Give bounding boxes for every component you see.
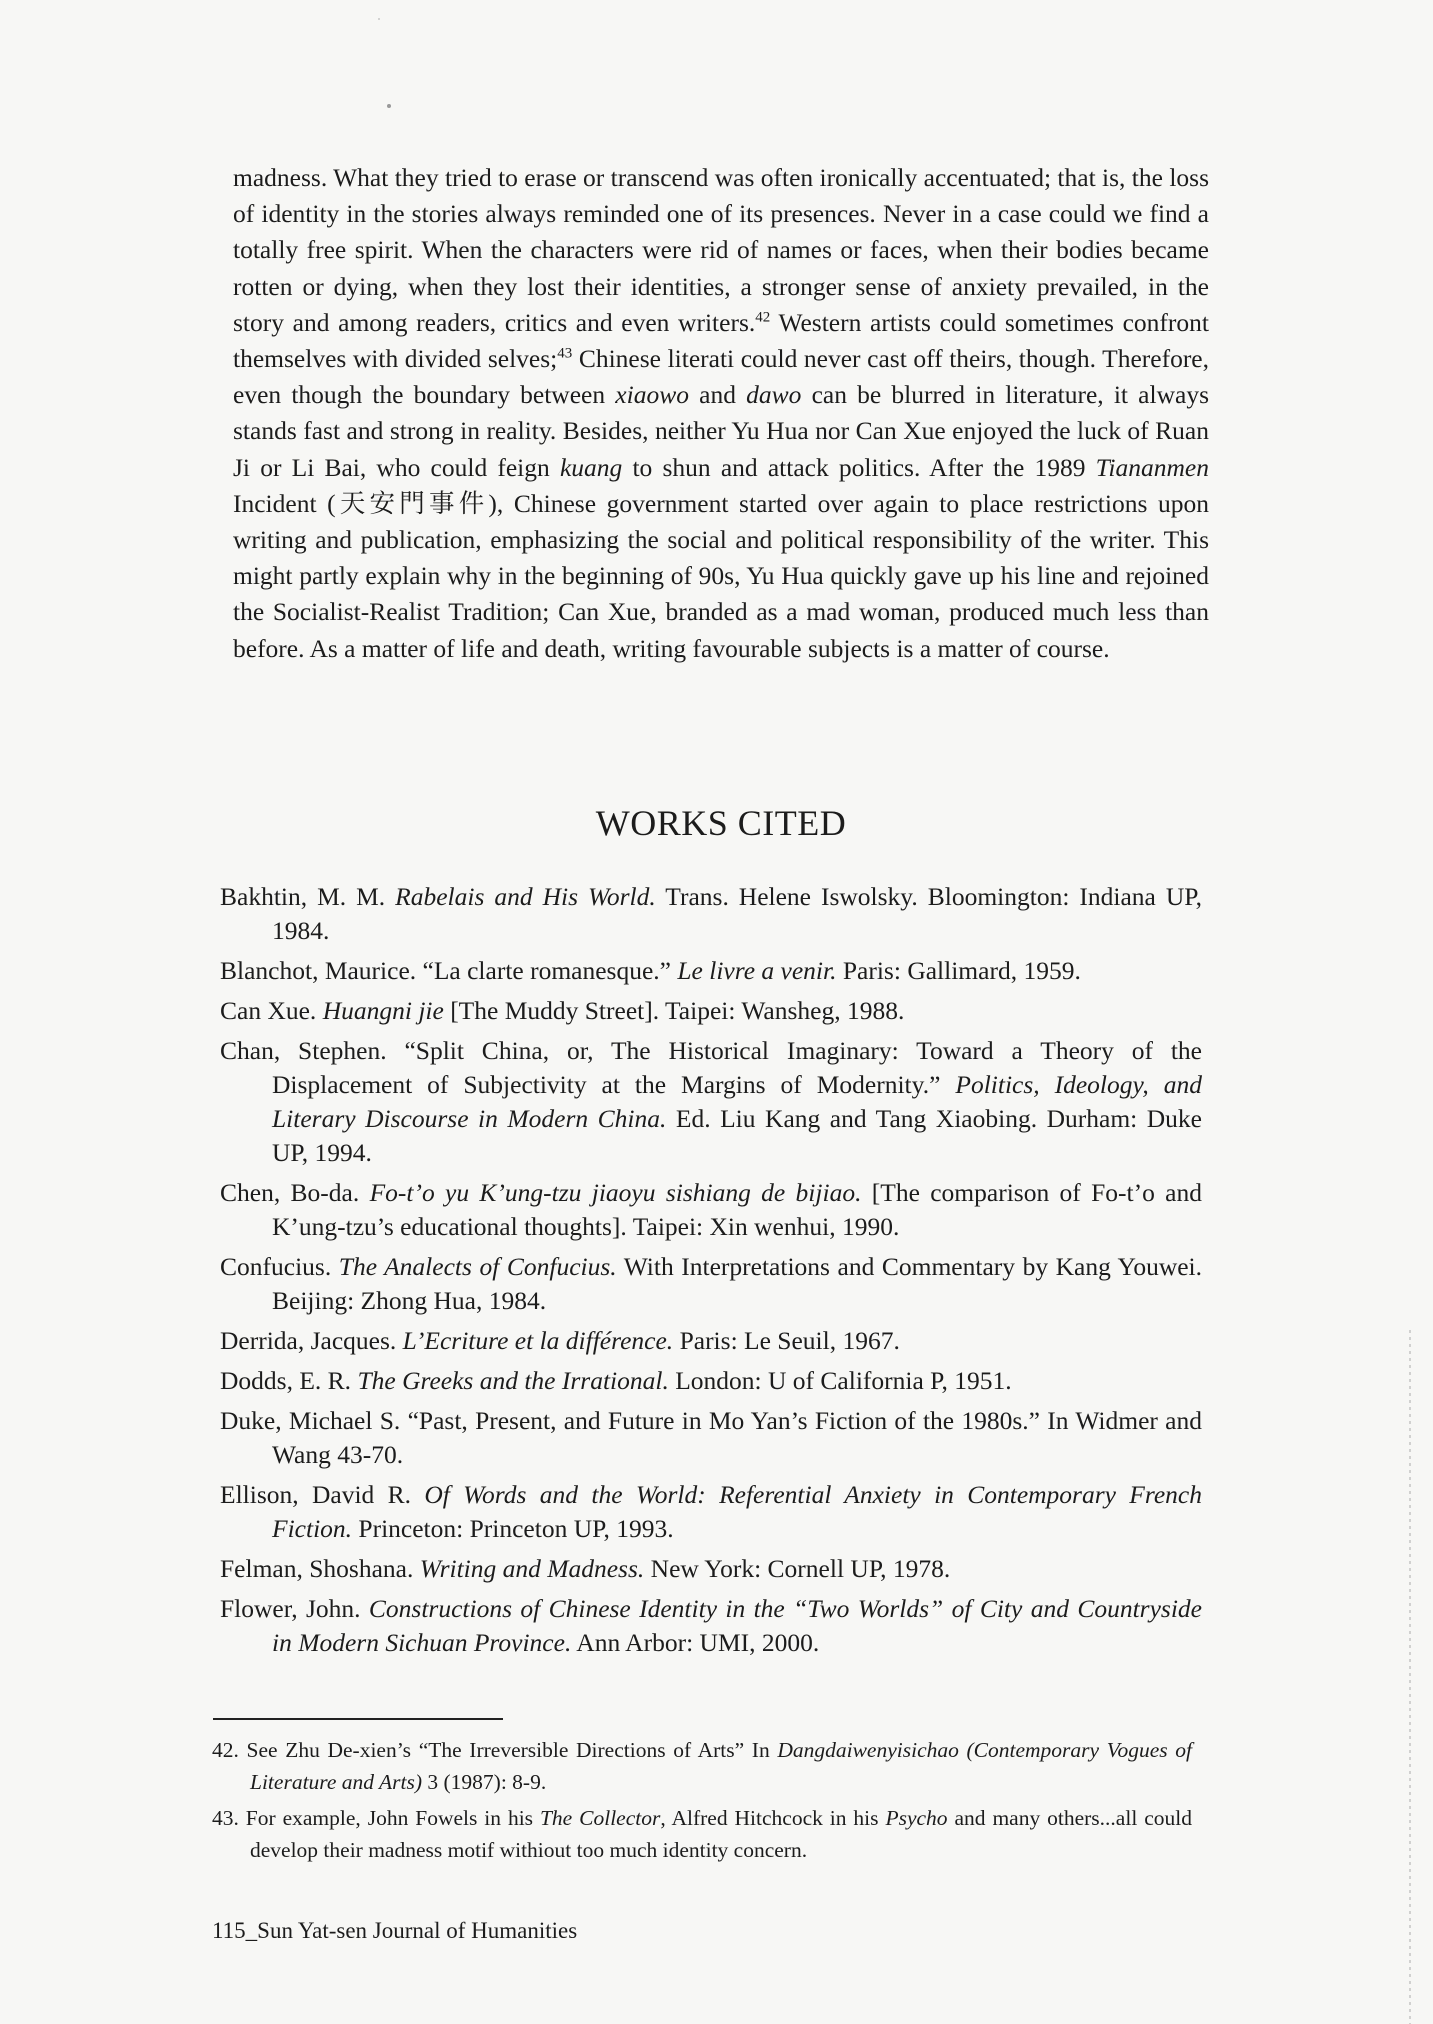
text-run: 43. For example, John Fowels in his	[212, 1806, 540, 1830]
text-run: Chan, Stephen. “Split China, or, The Historical Imaginary: Toward a Theory of the Displacement of Subjectivity at the Margins of Modernity.”	[220, 1036, 1202, 1099]
text-run: Paris: Gallimard, 1959.	[836, 956, 1081, 985]
scan-edge-mark	[1409, 1330, 1411, 2024]
page-footer: 115_Sun Yat-sen Journal of Humanities	[212, 1918, 578, 1943]
reference-entry	[220, 1478, 1202, 1546]
italic-text: Politics, Ideology, and Literary Discourse in Modern China.	[272, 1070, 1203, 1133]
italic-text: L’Ecriture et la différence.	[402, 1326, 674, 1355]
text-run: Chen, Bo-da.	[220, 1178, 370, 1207]
scan-speck	[378, 18, 380, 20]
italic-text: The Collector	[539, 1806, 661, 1830]
scan-speck	[387, 104, 391, 108]
reference-entry	[220, 880, 1202, 948]
footnote-marker: 43	[557, 345, 573, 362]
text-run: Derrida, Jacques.	[220, 1326, 403, 1355]
text-run: Western artists could sometimes confront themselves with divided selves;	[233, 307, 1209, 374]
text-run: Trans. Helene Iswolsky. Bloomington: Indiana UP, 1984.	[272, 882, 1202, 945]
italic-text: Dangdaiwenyisichao (Contemporary Vogues of Literature and Arts)	[250, 1738, 1192, 1794]
text-run: Can Xue.	[220, 996, 323, 1025]
italic-text: The Greeks and the Irrational.	[357, 1366, 669, 1395]
reference-entry	[220, 994, 1202, 1028]
text-run: Flower, John.	[220, 1594, 369, 1623]
text-run: , Alfred Hitchcock in his	[660, 1806, 886, 1830]
text-run: Duke, Michael S. “Past, Present, and Future in Mo Yan’s Fiction of the 1980s.” In Widmer and Wang 43-70.	[220, 1406, 1202, 1469]
italic-text: Tiananmen	[1095, 452, 1209, 482]
text-run: and	[688, 380, 747, 410]
body-paragraph	[233, 160, 1209, 667]
works-cited-heading: WORKS CITED	[595, 803, 847, 843]
text-run: madness. What they tried to erase or transcend was often ironically accentuated; that is, the loss of identity in the stories always reminded one of its presences. Never in a case could we find a totally free spirit. When the characters were rid of names or faces, when their bodies became rotten or dying, when they lost their identities, a stronger sense of anxiety prevailed, in the story and among readers, critics and even writers.	[233, 163, 1209, 337]
reference-entry	[220, 1592, 1202, 1660]
text-run: Ed. Liu Kang and Tang Xiaobing. Durham: Duke UP, 1994.	[272, 1104, 1202, 1167]
text-run: 42. See Zhu De-xien’s “The Irreversible Directions of Arts” In	[212, 1738, 778, 1762]
italic-text: Rabelais and His World.	[395, 882, 656, 911]
reference-entry	[220, 1324, 1202, 1358]
footnote-divider	[213, 1718, 503, 1720]
footnote-marker: 42	[755, 309, 771, 326]
reference-entry	[220, 1250, 1202, 1318]
text-run: [The comparison of Fo-t’o and K’ung-tzu’s educational thoughts]. Taipei: Xin wenhui, 1990.	[272, 1178, 1203, 1241]
italic-text: xiaowo	[615, 380, 689, 410]
text-run: 3 (1987): 8-9.	[422, 1770, 547, 1794]
text-run: to shun and attack politics. After the 1989	[622, 452, 1096, 482]
footnote-list	[212, 1734, 1192, 1870]
text-run: Incident (天安門事件), Chinese government started over again to place restrictions upon writing and publication, emphasizing the social and political responsibility of the writer. This might partly explain why in the beginning of 90s, Yu Hua quickly gave up his line and rejoined the Socialist-Realist Tradition; Can Xue, branded as a mad woman, produced much less than before. As a matter of life and death, writing favourable subjects is a matter of course.	[233, 488, 1209, 663]
text-run: and many others...all could develop their madness motif withiout too much identity concern.	[250, 1806, 1192, 1862]
reference-entry	[220, 954, 1202, 988]
works-cited-list	[220, 880, 1202, 1666]
text-run: New York: Cornell UP, 1978.	[644, 1554, 951, 1583]
italic-text: The Analects of Confucius.	[338, 1252, 617, 1281]
italic-text: Huangni jie	[322, 996, 444, 1025]
italic-text: Writing and Madness.	[419, 1554, 645, 1583]
text-run: Bakhtin, M. M.	[220, 882, 396, 911]
text-run: With Interpretations and Commentary by Kang Youwei. Beijing: Zhong Hua, 1984.	[272, 1252, 1203, 1315]
text-run: Princeton: Princeton UP, 1993.	[352, 1514, 674, 1543]
text-run: Confucius.	[220, 1252, 339, 1281]
italic-text: Le livre a venir.	[677, 956, 837, 985]
reference-entry	[220, 1552, 1202, 1586]
footnote-entry	[212, 1802, 1192, 1866]
text-run: Ann Arbor: UMI, 2000.	[571, 1628, 820, 1657]
text-run: Blanchot, Maurice. “La clarte romanesque.”	[220, 956, 678, 985]
text-run: can be blurred in literature, it always stands fast and strong in reality. Besides, neither Yu Hua nor Can Xue enjoyed the luck of Ruan Ji or Li Bai, who could feign	[233, 380, 1209, 482]
text-run: Dodds, E. R.	[220, 1366, 358, 1395]
reference-entry	[220, 1404, 1202, 1472]
text-run: London: U of California P, 1951.	[668, 1366, 1012, 1395]
reference-entry	[220, 1034, 1202, 1170]
italic-text: Of Words and the World: Referential Anxiety in Contemporary French Fiction.	[272, 1480, 1202, 1543]
italic-text: Psycho	[885, 1806, 948, 1830]
text-run: Felman, Shoshana.	[220, 1554, 420, 1583]
italic-text: dawo	[746, 380, 802, 410]
text-run: Ellison, David R.	[220, 1480, 425, 1509]
text-run: Paris: Le Seuil, 1967.	[673, 1326, 900, 1355]
text-run: Chinese literati could never cast off theirs, though. Therefore, even though the boundary between	[233, 344, 1210, 410]
italic-text: Constructions of Chinese Identity in the “Two Worlds” of City and Countryside in Modern Sichuan Province.	[272, 1594, 1202, 1657]
reference-entry	[220, 1364, 1202, 1398]
reference-entry	[220, 1176, 1202, 1244]
text-run: [The Muddy Street]. Taipei: Wansheg, 1988.	[443, 996, 905, 1025]
footnote-entry	[212, 1734, 1192, 1798]
italic-text: kuang	[559, 452, 623, 482]
italic-text: Fo-t’o yu K’ung-tzu jiaoyu sishiang de bijiao.	[369, 1178, 862, 1207]
